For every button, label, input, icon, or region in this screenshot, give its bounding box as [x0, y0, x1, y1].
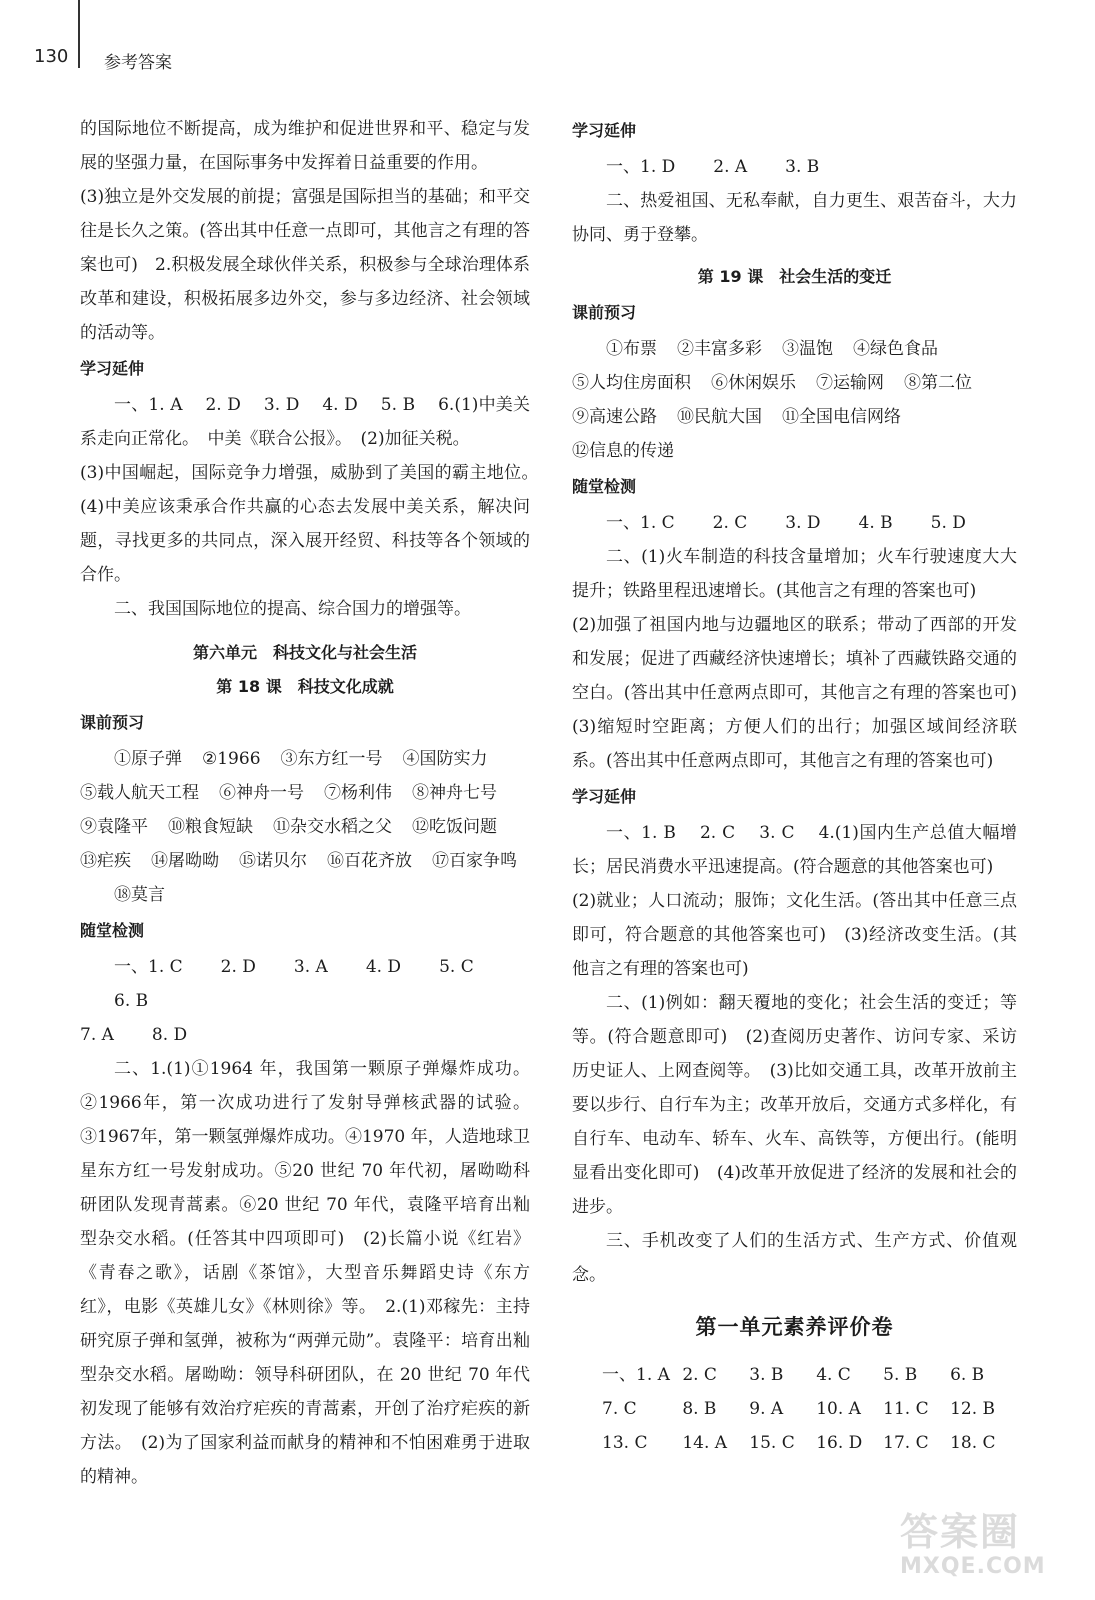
preview-answers	[80, 742, 530, 776]
header-title: 参考答案	[104, 53, 172, 73]
preview-item: ③东方红一号	[280, 749, 383, 769]
section-heading-check: 随堂检测	[572, 477, 637, 496]
answer: 7. A	[80, 1025, 114, 1045]
exam-answers	[572, 1358, 1017, 1460]
preview-answers	[80, 810, 530, 844]
preview-item: ①布票	[606, 339, 657, 359]
paragraph: 三、手机改变了人们的生活方式、生产方式、价值观念。	[572, 1231, 1017, 1285]
answer: 7. C	[602, 1399, 637, 1419]
answer: 14. A	[682, 1433, 728, 1453]
header-rule	[78, 0, 80, 68]
exam-title: 第一单元素养评价卷	[695, 1315, 894, 1339]
answer: 3. B	[785, 157, 820, 177]
paragraph: (3)独立是外交发展的前提；富强是国际担当的基础；和平交往是长久之策。(答出其中任意一点即可，其他言之有理的答案也可) 2.积极发展全球伙伴关系，积极参与全球治理体系改革和建设，积极拓展多边外交，参与多边经济、社会领域的活动等。	[80, 187, 530, 343]
preview-item: ①原子弹	[114, 749, 182, 769]
answer: 3. D	[785, 513, 821, 533]
answer: 一、1. A	[602, 1365, 670, 1385]
answer: 13. C	[602, 1433, 648, 1453]
paragraph: 二、1.(1)①1964 年，我国第一颗原子弹爆炸成功。②1966年，第一次成功进行了发射导弹核武器的试验。③1967年，第一颗氢弹爆炸成功。④1970 年，人造地球卫星东方红一号发射成功。⑤20 世纪 70 年代初，屠呦呦科研团队发现青蒿素。⑥20 世纪 70 年代，袁隆平培育出籼型杂交水稻。(任答其中四项即可) (2)长篇小说《红岩》《青春之歌》，话剧《茶馆》，大型音乐舞蹈史诗《东方红》，电影《英雄儿女》《林则徐》等。 2.(1)邓稼先：主持研究原子弹和氢弹，被称为“两弹元勋”。袁隆平：培育出籼型杂交水稻。屠呦呦：领导科研团队，在 20 世纪 70 年代初发现了能够有效治疗疟疾的青蒿素，开创了治疗疟疾的新方法。 (2)为了国家利益而献身的精神和不怕困难勇于进取的精神。	[80, 1059, 530, 1487]
paragraph: 一、1. A 2. D 3. D 4. D 5. B 6.(1)中美关系走向正常化。 中美《联合公报》。 (2)加征关税。	[80, 395, 530, 449]
watermark-mark: 答案圈	[900, 1510, 1021, 1554]
answer: 2. A	[713, 157, 748, 177]
preview-answers	[80, 776, 530, 810]
preview-item: ⑱莫言	[114, 885, 165, 905]
preview-item: ⑰百家争鸣	[432, 851, 517, 871]
page-number: 130	[34, 46, 69, 67]
section-heading-preview: 课前预习	[80, 713, 145, 732]
answer: 6. B	[114, 991, 149, 1011]
preview-item: ⑩民航大国	[677, 407, 762, 427]
answer: 18. C	[950, 1433, 996, 1453]
preview-answers	[572, 366, 1017, 400]
answer: 一、1. D	[606, 157, 676, 177]
answer: 4. C	[816, 1365, 851, 1385]
preview-item: ②1966	[202, 749, 261, 769]
preview-item: ⑨高速公路	[572, 407, 657, 427]
paragraph: 二、(1)例如：翻天覆地的变化；社会生活的变迁；等等。(符合题意即可) (2)查阅历史著作、访问专家、采访历史证人、上网查阅等。 (3)比如交通工具，改革开放前主要以步行、自行车为主；改革开放后，交通方式多样化，有自行车、电动车、轿车、火车、高铁等，方便出行。(能明显看出变化即可) (4)改革开放促进了经济的发展和社会的进步。	[572, 993, 1017, 1217]
preview-item: ④国防实力	[402, 749, 488, 769]
answer: 6. B	[950, 1365, 985, 1385]
answer: 2. C	[712, 513, 748, 533]
left-column	[80, 112, 547, 1494]
preview-item: ⑫吃饭问题	[412, 817, 497, 837]
answer: 一、1. C	[606, 513, 675, 533]
section-heading-check: 随堂检测	[80, 921, 145, 940]
answer: 12. B	[950, 1399, 995, 1419]
preview-item: ⑥神舟一号	[219, 783, 304, 803]
answer: 15. C	[749, 1433, 795, 1453]
preview-answers	[80, 844, 530, 878]
preview-item: ⑤载人航天工程	[80, 783, 199, 803]
lesson-title: 第 19 课 社会生活的变迁	[697, 267, 892, 286]
preview-item: ⑥休闲娱乐	[711, 373, 796, 393]
paragraph: (2)就业；人口流动；服饰；文化生活。(答出其中任意三点即可，符合题意的其他答案也可) (3)经济改变生活。(其他言之有理的答案也可)	[572, 891, 1017, 979]
watermark-site: MXQE.COM	[900, 1554, 1046, 1579]
answer: 5. D	[930, 513, 966, 533]
section-heading-extend: 学习延伸	[572, 121, 637, 140]
preview-item: ⑩粮食短缺	[168, 817, 253, 837]
preview-item: ⑬疟疾	[80, 851, 131, 871]
answer: 2. C	[682, 1365, 717, 1385]
paragraph: 二、热爱祖国、无私奉献，自力更生、艰苦奋斗，大力协同、勇于登攀。	[572, 191, 1017, 245]
right-column	[572, 112, 1034, 1460]
preview-item: ⑨袁隆平	[80, 817, 148, 837]
preview-item: ③温饱	[782, 339, 833, 359]
answer: 11. C	[883, 1399, 929, 1419]
answer: 4. B	[858, 513, 893, 533]
lesson-title: 第 18 课 科技文化成就	[216, 677, 394, 696]
section-heading-extend: 学习延伸	[80, 359, 145, 378]
answer: 3. A	[293, 957, 328, 977]
preview-answers	[80, 878, 530, 912]
answer: 17. C	[883, 1433, 929, 1453]
answer: 5. C	[439, 957, 474, 977]
paragraph: 的国际地位不断提高，成为维护和促进世界和平、稳定与发展的坚强力量，在国际事务中发挥着日益重要的作用。	[80, 119, 530, 173]
preview-item: ④绿色食品	[853, 339, 938, 359]
answer: 2. D	[220, 957, 256, 977]
preview-item: ⑯百花齐放	[327, 851, 412, 871]
answer: 5. B	[883, 1365, 918, 1385]
answer: 一、1. C	[114, 957, 183, 977]
preview-item: ⑦杨利伟	[324, 783, 392, 803]
answer: 8. D	[151, 1025, 188, 1045]
answer: 16. D	[816, 1433, 863, 1453]
paragraph: (2)加强了祖国内地与边疆地区的联系；带动了西部的开发和发展；促进了西藏经济快速增长；填补了西藏铁路交通的空白。(答出其中任意两点即可，其他言之有理的答案也可) (3)缩短时空距离；方便人们的出行；加强区域间经济联系。(答出其中任意两点即可，其他言之有理的答案也可)	[572, 615, 1034, 771]
preview-item: ⑦运输网	[816, 373, 884, 393]
preview-item: ②丰富多彩	[677, 339, 762, 359]
paragraph: 一、1. B 2. C 3. C 4.(1)国内生产总值大幅增长；居民消费水平迅速提高。(符合题意的其他答案也可)	[572, 823, 1017, 877]
paragraph: 二、(1)火车制造的科技含量增加；火车行驶速度大大提升；铁路里程迅速增长。(其他言之有理的答案也可)	[572, 547, 1017, 601]
paragraph: 二、我国国际地位的提高、综合国力的增强等。	[114, 599, 471, 619]
paragraph: (3)中国崛起，国际竞争力增强，威胁到了美国的霸主地位。 (4)中美应该秉承合作共赢的心态去发展中美关系，解决问题，寻找更多的共同点，深入展开经贸、科技等各个领域的合作。	[80, 463, 547, 585]
watermark-logo	[900, 1510, 1060, 1590]
preview-answers	[572, 332, 1017, 366]
check-answers-row	[80, 1018, 530, 1052]
unit-title: 第六单元 科技文化与社会生活	[192, 643, 417, 662]
preview-answers	[572, 400, 1017, 468]
check-answers-row	[80, 950, 530, 1018]
preview-item: ⑭屠呦呦	[151, 851, 219, 871]
preview-item: ⑧神舟七号	[412, 783, 497, 803]
preview-item: ⑤人均住房面积	[572, 373, 691, 393]
section-heading-preview: 课前预习	[572, 303, 637, 322]
preview-item: ⑪杂交水稻之父	[273, 817, 392, 837]
answer: 10. A	[816, 1399, 861, 1419]
answer: 8. B	[682, 1399, 717, 1419]
answer: 9. A	[749, 1399, 784, 1419]
preview-item: ⑮诺贝尔	[239, 851, 307, 871]
extend-answers-row	[572, 150, 1017, 184]
check-answers-row	[572, 506, 1017, 540]
preview-item: ⑪全国电信网络	[782, 407, 901, 427]
preview-item: ⑧第二位	[904, 373, 972, 393]
preview-item: ⑫信息的传递	[572, 441, 674, 461]
answer: 3. B	[749, 1365, 784, 1385]
section-heading-extend: 学习延伸	[572, 787, 637, 806]
answer: 4. D	[365, 957, 402, 977]
